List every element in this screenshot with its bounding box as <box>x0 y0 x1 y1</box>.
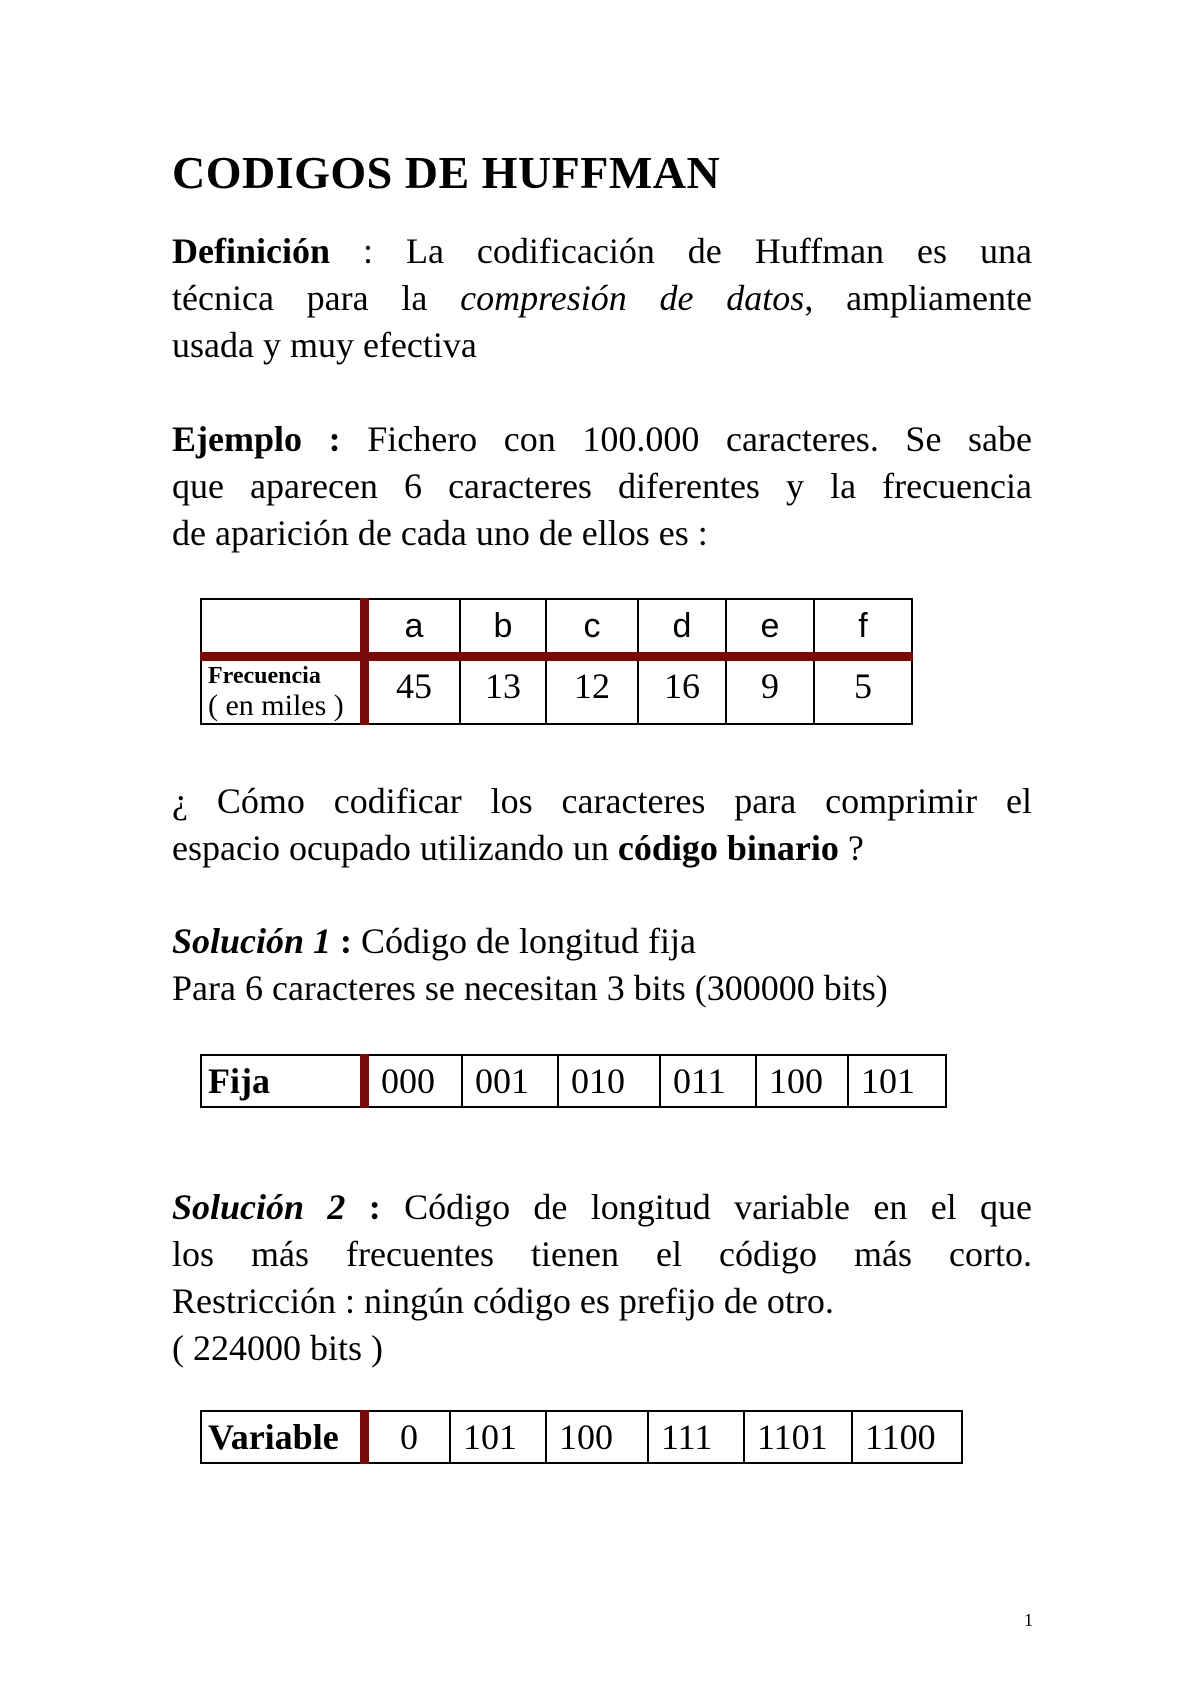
question-paragraph <box>172 778 1032 872</box>
solution2-line-3: Restricción : ningún código es prefijo de otro. <box>172 1281 834 1321</box>
definition-text-2b: , ampliamente <box>804 278 1032 318</box>
solution2-line-2: los más frecuentes tienen el código más corto. <box>172 1234 1032 1274</box>
code-cell: 001 <box>462 1055 558 1107</box>
code-cell: 100 <box>756 1055 848 1107</box>
page-number: 1 <box>1024 1610 1033 1630</box>
solution2-colon: : <box>345 1187 381 1227</box>
example-text-1: Fichero con 100.000 caracteres. Se sabe <box>340 419 1032 459</box>
code-cell: 101 <box>450 1411 546 1463</box>
solution2-text-1: Código de longitud variable en el que <box>380 1187 1032 1227</box>
solution1-text-1: Código de longitud fija <box>352 921 697 961</box>
example-line-2: que aparecen 6 caracteres diferentes y la frecuencia <box>172 466 1032 506</box>
frequency-value-row <box>201 657 912 725</box>
variable-code-table <box>200 1410 963 1464</box>
fixed-code-row <box>201 1055 946 1107</box>
fixed-label: Fija <box>201 1055 365 1107</box>
frequency-value-cell: 5 <box>814 657 912 725</box>
frequency-label: Frecuencia <box>208 663 321 689</box>
frequency-value-cell: 9 <box>726 657 814 725</box>
code-cell: 000 <box>365 1055 463 1107</box>
definition-line-1 <box>172 228 1032 275</box>
solution2-line-1 <box>172 1184 1032 1231</box>
frequency-header-row <box>201 599 912 657</box>
code-cell: 011 <box>660 1055 756 1107</box>
char-cell: b <box>460 599 546 657</box>
code-cell: 010 <box>558 1055 660 1107</box>
example-line-1 <box>172 416 1032 463</box>
char-cell: e <box>726 599 814 657</box>
char-cell: f <box>814 599 912 657</box>
page-title: CODIGOS DE HUFFMAN <box>172 147 721 198</box>
code-cell: 100 <box>546 1411 648 1463</box>
char-cell: d <box>638 599 726 657</box>
code-cell: 1101 <box>744 1411 852 1463</box>
definition-text-2a: técnica para la <box>172 278 461 318</box>
char-cell: a <box>365 599 461 657</box>
definition-text-1: : La codificación de Huffman es una <box>330 231 1032 271</box>
definition-line-2 <box>172 275 1032 322</box>
solution1-line-2: Para 6 caracteres se necesitan 3 bits (300000 bits) <box>172 968 888 1008</box>
code-cell: 101 <box>848 1055 946 1107</box>
char-cell: c <box>546 599 638 657</box>
frequency-table <box>200 598 913 725</box>
solution2-label: Solución 2 <box>172 1187 346 1227</box>
question-line-2 <box>172 825 1032 872</box>
variable-label: Variable <box>201 1411 365 1463</box>
code-cell: 0 <box>365 1411 451 1463</box>
frequency-value-cell: 13 <box>460 657 546 725</box>
example-label: Ejemplo : <box>172 419 341 459</box>
definition-paragraph <box>172 228 1032 369</box>
frequency-value-cell: 16 <box>638 657 726 725</box>
variable-code-row <box>201 1411 962 1463</box>
frequency-row-label <box>201 657 365 725</box>
fixed-code-table <box>200 1054 947 1108</box>
code-cell: 111 <box>648 1411 744 1463</box>
question-line-1: ¿ Cómo codificar los caracteres para comprimir el <box>172 781 1032 821</box>
question-bold: código binario <box>617 828 839 868</box>
solution2-line-4: ( 224000 bits ) <box>172 1328 383 1368</box>
frequency-value-cell: 12 <box>546 657 638 725</box>
solution2-paragraph <box>172 1184 1032 1372</box>
solution1-colon: : <box>331 921 353 961</box>
frequency-unit-label: ( en miles ) <box>208 689 344 722</box>
code-cell: 1100 <box>852 1411 962 1463</box>
example-line-3: de aparición de cada uno de ellos es : <box>172 513 708 553</box>
frequency-corner-cell <box>201 599 365 657</box>
definition-italic: compresión de datos <box>460 278 805 318</box>
example-paragraph <box>172 416 1032 557</box>
definition-line-3: usada y muy efectiva <box>172 325 477 365</box>
solution1-label: Solución 1 <box>172 921 332 961</box>
solution1-paragraph <box>172 918 1032 1012</box>
question-text-2b: ? <box>838 828 864 868</box>
definition-label: Definición <box>172 231 330 271</box>
solution1-line-1 <box>172 918 1032 965</box>
question-text-2a: espacio ocupado utilizando un <box>172 828 618 868</box>
frequency-value-cell: 45 <box>365 657 461 725</box>
